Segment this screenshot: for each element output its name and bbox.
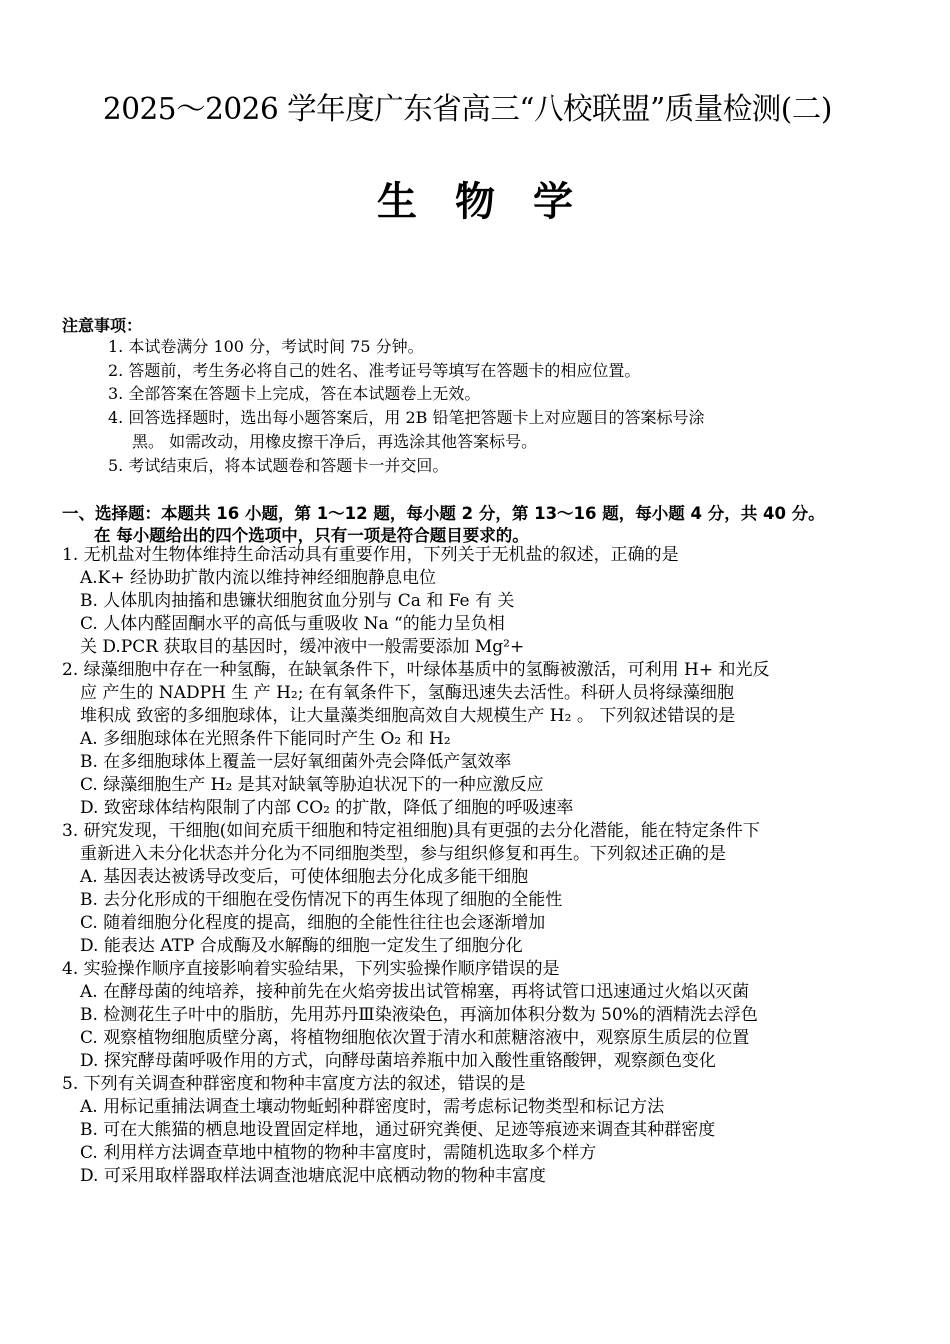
exam-title: 2025～2026 学年度广东省高三“八校联盟”质量检测(二) — [102, 92, 832, 127]
question-option: D. 能表达 ATP 合成酶及水解酶的细胞一定发生了细胞分化 — [80, 936, 523, 956]
question-option: B. 可在大熊猫的栖息地设置固定样地，通过研究粪便、足迹等痕迹来调查其种群密度 — [80, 1120, 716, 1140]
question-option: A. 基因表达被诱导改变后，可使体细胞去分化成多能干细胞 — [80, 867, 529, 887]
question-option: B. 人体肌肉抽搐和患镰状细胞贫血分别与 Ca 和 Fe 有 关 — [80, 591, 515, 611]
question-option: C. 绿藻细胞生产 H₂ 是其对缺氧等胁迫状况下的一种应激反应 — [80, 775, 544, 795]
question-option: D. 致密球体结构限制了内部 CO₂ 的扩散，降低了细胞的呼吸速率 — [80, 798, 574, 818]
question-option: B. 检测花生子叶中的脂肪，先用苏丹Ⅲ染液染色，再滴加体积分数为 50%的酒精洗去浮色 — [80, 1005, 758, 1025]
question-stem: 3. 研究发现，干细胞(如间充质干细胞和特定祖细胞)具有更强的去分化潜能，能在特定条件下 — [62, 821, 760, 841]
question-stem-cont: 应 产生的 NADPH 生 产 H₂; 在有氧条件下，氢酶迅速失去活性。科研人员将绿藻细胞 — [80, 683, 734, 703]
note-item: 黑。 如需改动，用橡皮擦干净后，再选涂其他答案标号。 — [132, 432, 538, 451]
note-item: 4. 回答选择题时，选出每小题答案后，用 2B 铅笔把答题卡上对应题目的答案标号涂 — [108, 408, 705, 427]
subject-title: 生物学 — [377, 179, 611, 225]
question-stem: 4. 实验操作顺序直接影响着实验结果，下列实验操作顺序错误的是 — [62, 959, 560, 979]
question-option: A. 在酵母菌的纯培养，接种前先在火焰旁拔出试管棉塞，再将试管口迅速通过火焰以灭菌 — [80, 982, 750, 1002]
question-stem-cont: 堆积成 致密的多细胞球体，让大量藻类细胞高效自大规模生产 H₂ 。 下列叙述错误的是 — [80, 706, 736, 726]
question-option: B. 去分化形成的干细胞在受伤情况下的再生体现了细胞的全能性 — [80, 890, 563, 910]
note-item: 5. 考试结束后，将本试题卷和答题卡一并交回。 — [108, 456, 449, 475]
question-option: C. 随着细胞分化程度的提高，细胞的全能性往往也会逐渐增加 — [80, 913, 546, 933]
question-option: A. 多细胞球体在光照条件下能同时产生 O₂ 和 H₂ — [80, 729, 451, 749]
question-option: C. 人体内醛固酮水平的高低与重吸收 Na “的能力呈负相 — [80, 614, 505, 634]
question-option: D. 探究酵母菌呼吸作用的方式，向酵母菌培养瓶中加入酸性重铬酸钾，观察颜色变化 — [80, 1051, 716, 1071]
question-option: C. 观察植物细胞质壁分离，将植物细胞依次置于清水和蔗糖溶液中，观察原生质层的位置 — [80, 1028, 750, 1048]
note-item: 1. 本试卷满分 100 分，考试时间 75 分钟。 — [108, 337, 424, 356]
note-item: 2. 答题前，考生务必将自己的姓名、准考证号等填写在答题卡的相应位置。 — [108, 361, 641, 380]
question-option: 关 D.PCR 获取目的基因时，缓冲液中一般需要添加 Mg²+ — [80, 637, 525, 657]
section-heading: 一、选择题：本题共 16 小题，第 1～12 题，每小题 2 分，第 13～16 题，每小题 4 分，共 40 分。 — [62, 504, 825, 523]
question-option: A. 用标记重捕法调查土壤动物蚯蚓种群密度时，需考虑标记物类型和标记方法 — [80, 1097, 665, 1117]
question-stem-cont: 重新进入未分化状态并分化为不同细胞类型，参与组织修复和再生。下列叙述正确的是 — [80, 844, 726, 864]
question-option: C. 利用样方法调查草地中植物的物种丰富度时，需随机选取多个样方 — [80, 1143, 597, 1163]
question-option: A.K+ 经协助扩散内流以维持神经细胞静息电位 — [80, 568, 437, 588]
question-option: B. 在多细胞球体上覆盖一层好氧细菌外壳会降低产氢效率 — [80, 752, 512, 772]
note-item: 3. 全部答案在答题卡上完成，答在本试题卷上无效。 — [108, 384, 481, 403]
question-stem: 2. 绿藻细胞中存在一种氢酶，在缺氧条件下，叶绿体基质中的氢酶被激活，可利用 H+ 和光反 — [62, 660, 770, 680]
notes-heading: 注意事项： — [62, 316, 143, 335]
question-stem: 1. 无机盐对生物体维持生命活动具有重要作用，下列关于无机盐的叙述，正确的是 — [62, 545, 679, 565]
question-option: D. 可采用取样器取样法调查池塘底泥中底栖动物的物种丰富度 — [80, 1166, 546, 1186]
question-stem: 5. 下列有关调查种群密度和物种丰富度方法的叙述，错误的是 — [62, 1074, 526, 1094]
section-heading-cont: 在 每小题给出的四个选项中，只有一项是符合题目要求的。 — [94, 526, 529, 545]
